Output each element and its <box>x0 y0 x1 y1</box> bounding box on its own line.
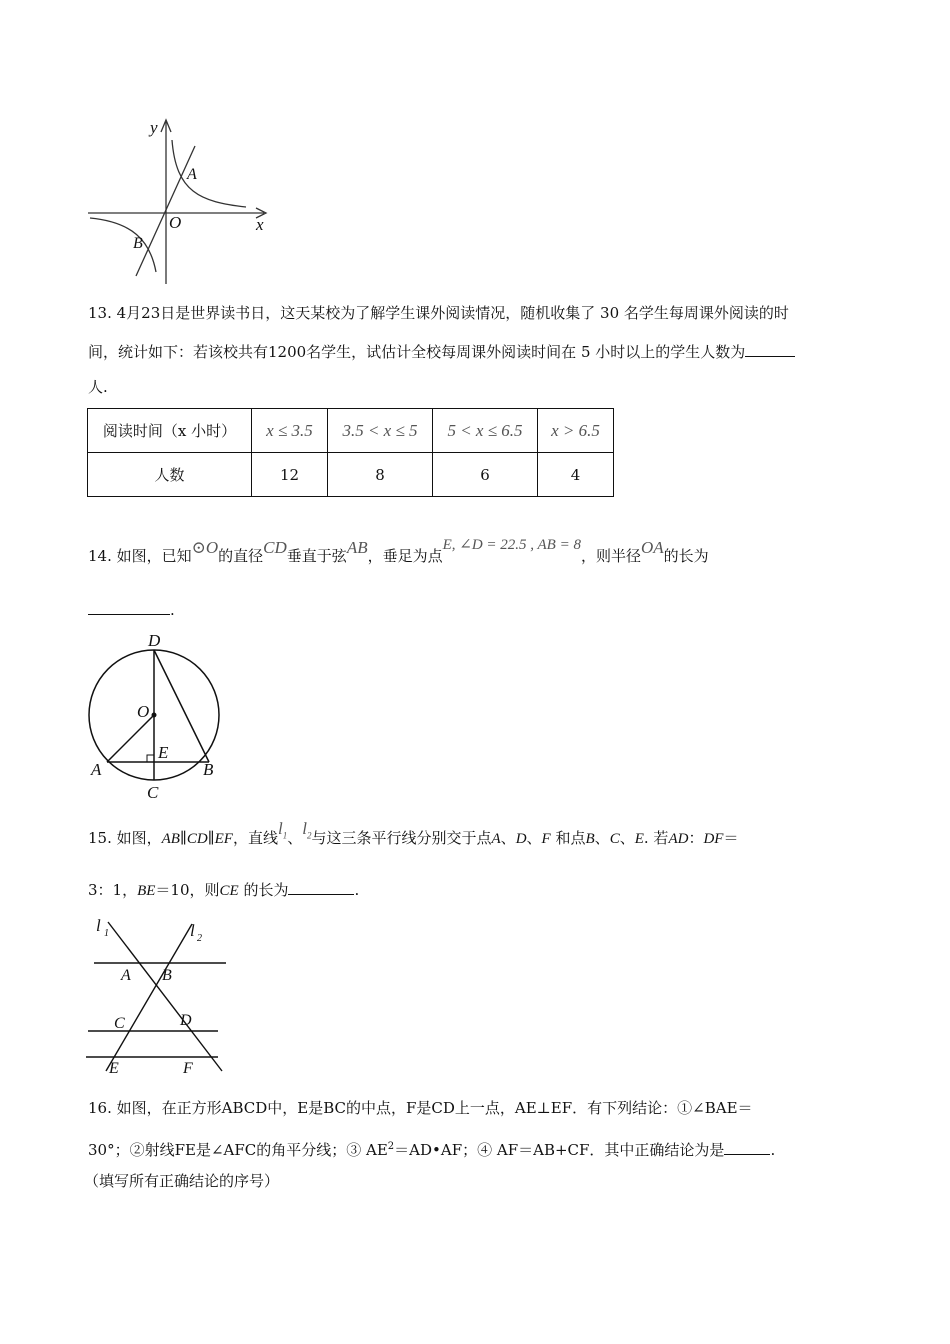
q14-text: ，垂足为点 <box>367 547 443 565</box>
q14-tail: . <box>170 601 175 619</box>
o-label: O <box>169 213 182 232</box>
table-count-label: 人数 <box>88 453 252 497</box>
q14-text: 垂直于弦 <box>286 547 347 565</box>
right-angle-mark <box>147 755 154 762</box>
label-a: A <box>121 967 131 984</box>
q16-text: ＝AD•AF；④ AF＝AB+CF．其中正确结论为是 <box>394 1141 725 1159</box>
q12-figure <box>80 112 280 288</box>
reading-time-table <box>87 408 614 497</box>
q16-line-2 <box>88 1136 775 1161</box>
q15-l2: $l_2$ <box>302 819 312 841</box>
label-l2: l <box>190 921 195 940</box>
q15-text: 和点 <box>550 829 586 847</box>
q15-text: 、 <box>287 829 303 847</box>
q14-text: 14. 如图，已知 <box>88 547 192 565</box>
label-e: E <box>158 743 169 762</box>
q14-text: ，则半径 <box>580 547 641 565</box>
label-c: C <box>147 783 159 802</box>
q15-text: . 若 <box>643 829 669 847</box>
y-label: y <box>150 118 158 137</box>
q13-line-2 <box>88 340 795 363</box>
q15-line-2 <box>88 878 359 902</box>
q16-line-3: （填写所有正确结论的序号） <box>84 1172 280 1190</box>
table-interval: x > 6.5 <box>538 409 614 453</box>
q16-superscript: 2 <box>387 1141 395 1152</box>
q15-text: 与这三条平行线分别交于点 <box>311 829 492 847</box>
q16-tail: . <box>770 1141 776 1159</box>
q14-line-1 <box>88 537 709 568</box>
q15-point: E <box>634 831 644 847</box>
line-l2 <box>106 924 192 1071</box>
q15-text: 15. 如图， <box>88 829 162 847</box>
q14-text: 的长为 <box>663 547 709 565</box>
table-count: 4 <box>538 453 614 497</box>
label-f: F <box>183 1060 193 1077</box>
q15-math: BE <box>137 883 156 899</box>
q14-answer-blank[interactable] <box>88 598 170 615</box>
q15-text: 3：1， <box>88 881 138 899</box>
q15-l1: $l_1$ <box>278 819 288 841</box>
q15-figure <box>80 912 240 1082</box>
q16-line-1: 16. 如图，在正方形ABCD中，E是BC的中点，F是CD上一点，AE⊥EF．有下列结论：①∠BAE＝ <box>88 1099 753 1117</box>
q13-answer-blank[interactable] <box>745 340 795 357</box>
q15-text: ，直线 <box>232 829 278 847</box>
b-label: B <box>133 235 143 252</box>
q15-text: 的长为 <box>238 881 289 899</box>
q15-math: CE <box>219 883 239 899</box>
label-e: E <box>109 1060 119 1077</box>
q13-line-3: 人. <box>88 378 108 396</box>
q14-figure <box>80 630 240 805</box>
q15-point: A <box>491 831 501 847</box>
q15-answer-blank[interactable] <box>288 878 354 895</box>
q15-point: B <box>585 831 595 847</box>
table-interval: 5 < x ≤ 6.5 <box>433 409 538 453</box>
table-interval: x ≤ 3.5 <box>252 409 328 453</box>
q16-answer-blank[interactable] <box>724 1138 770 1155</box>
q14-math-ab: AB <box>346 538 368 557</box>
line-l1 <box>108 922 222 1071</box>
q14-math-circle: ⊙O <box>191 538 219 557</box>
q15-text: ＝10，则 <box>155 881 220 899</box>
table-header-label: 阅读时间（x 小时） <box>88 409 252 453</box>
q14-math-oa: OA <box>641 538 664 557</box>
table-interval: 3.5 < x ≤ 5 <box>328 409 433 453</box>
x-label: x <box>256 215 264 234</box>
label-o: O <box>137 702 150 721</box>
label-l2-sub: 2 <box>197 933 202 944</box>
label-b: B <box>162 967 172 984</box>
q15-tail: . <box>354 881 360 899</box>
label-l1: l <box>96 916 101 935</box>
label-l1-sub: 1 <box>104 928 109 939</box>
table-count: 6 <box>433 453 538 497</box>
a-label: A <box>187 166 197 183</box>
label-d: D <box>180 1012 192 1029</box>
q14-line-2 <box>88 598 175 621</box>
table-count: 12 <box>252 453 328 497</box>
q15-point: F <box>541 831 551 847</box>
q15-math: DF <box>703 831 724 847</box>
q14-math-condition: E, ∠D = 22.5 , AB = 8 <box>442 537 581 553</box>
label-b: B <box>203 760 214 779</box>
q13-line-1: 13. 4月23日是世界读书日，这天某校为了解学生课外阅读情况，随机收集了 30 名学生每周课外阅读的时 <box>88 304 789 322</box>
center-point <box>152 713 157 718</box>
q15-math: AB∥CD∥EF <box>161 831 233 847</box>
table-row <box>88 453 614 497</box>
q14-math-cd: CD <box>263 538 287 557</box>
table-row <box>88 409 614 453</box>
q15-math: AD <box>668 831 689 847</box>
table-count: 8 <box>328 453 433 497</box>
q15-point: C <box>609 831 620 847</box>
q13-line-2-text: 间，统计如下：若该校共有1200名学生，试估计全校每周课外阅读时间在 5 小时以上的学生人数为 <box>88 343 746 361</box>
q16-text: 30°；②射线FE是∠AFC的角平分线；③ AE <box>88 1141 388 1159</box>
label-a: A <box>91 760 102 779</box>
label-c: C <box>114 1015 125 1032</box>
q15-line-1: 15. 如图，AB∥CD∥EF，直线$l_1$、$l_2$与这三条平行线分别交于点A、D、F 和点B、C、E. 若AD：DF＝ <box>88 819 739 847</box>
label-d: D <box>148 631 161 650</box>
q14-text: 的直径 <box>218 547 264 565</box>
q15-point: D <box>515 831 527 847</box>
hyperbola-branch-2 <box>90 218 156 272</box>
